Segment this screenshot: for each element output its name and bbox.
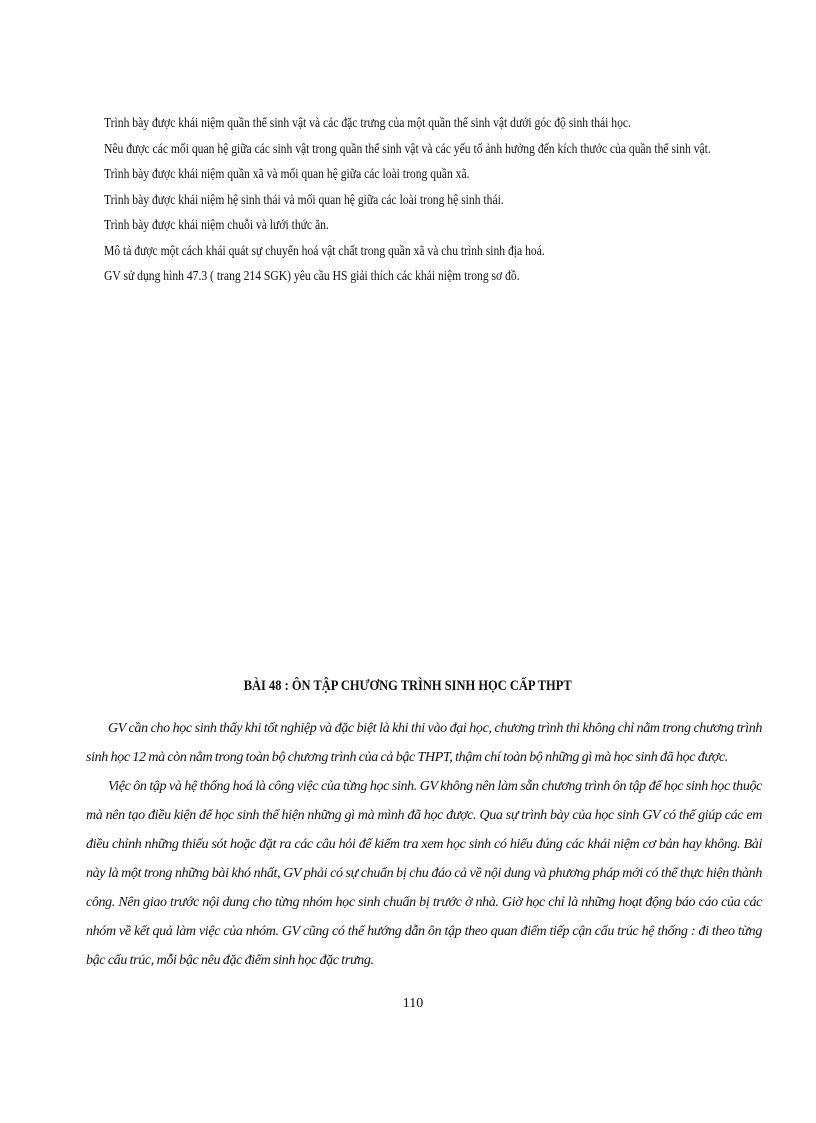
lesson-title-text: BÀI 48 : ÔN TẬP CHƯƠNG TRÌNH SINH HỌC CẤP THPT [244,678,572,694]
objectives-list [104,110,784,289]
objective-item: GV sử dụng hình 47.3 ( trang 214 SGK) yêu cầu HS giải thích các khái niệm trong sơ đồ. [104,268,520,283]
page-number: 110 [402,996,424,1011]
lesson-paragraph: Việc ôn tập và hệ thống hoá là công việc của từng học sinh. GV không nên làm sẵn chương trình ôn tập để học sinh học thuộc mà nên tạo điều kiện để học sinh thể hiện những gì mà mình đã học được. Qua sự trình bày của học sinh GV có thể giúp các em điều chỉnh những thiếu sót hoặc đặt ra các câu hỏi để kiểm tra xem học sinh có hiểu đúng các khái niệm cơ bản hay không. Bài này là một trong những bài khó nhất, GV phải có sự chuẩn bị chu đáo cả về nội dung và phương pháp mới có thể thực hiện thành công. Nên giao trước nội dung cho từng nhóm học sinh chuẩn bị trước ở nhà. Giờ học chỉ là những hoạt động báo cáo của các nhóm về kết quả làm việc của nhóm. GV cũng có thể hướng dẫn ôn tập theo quan điểm tiếp cận cấu trúc hệ thống : đi theo từng bậc cấu trúc, mỗi bậc nêu đặc điểm sinh học đặc trưng. [86,779,762,968]
objective-item: Trình bày được khái niệm chuỗi và lưới thức ăn. [104,217,329,232]
objective-item: Nêu được các mối quan hệ giữa các sinh vật trong quần thể sinh vật và các yếu tố ảnh hưởng đến kích thước của quần thể sinh vật. [104,140,711,156]
lesson-paragraph: GV cần cho học sinh thấy khi tốt nghiệp và đặc biệt là khi thi vào đại học, chương trình thi không chỉ nằm trong chương trình sinh học 12 mà còn nằm trong toàn bộ chương trình của cả bậc THPT, thậm chí toàn bộ những gì mà học sinh đã học được. [86,721,762,765]
objective-item: Trình bày được khái niệm quần thể sinh vật và các đặc trưng của một quần thể sinh vật dưới góc độ sinh thái học. [104,115,631,130]
objective-item: Trình bày được khái niệm quần xã và mối quan hệ giữa các loài trong quần xã. [104,166,470,181]
lesson-title [0,676,816,696]
objective-item: Trình bày được khái niệm hệ sinh thái và mối quan hệ giữa các loài trong hệ sinh thái. [104,191,504,207]
objective-item: Mô tả được một cách khái quát sự chuyển hoá vật chất trong quần xã và chu trình sinh địa hoá. [104,242,545,258]
lesson-body [86,714,762,975]
